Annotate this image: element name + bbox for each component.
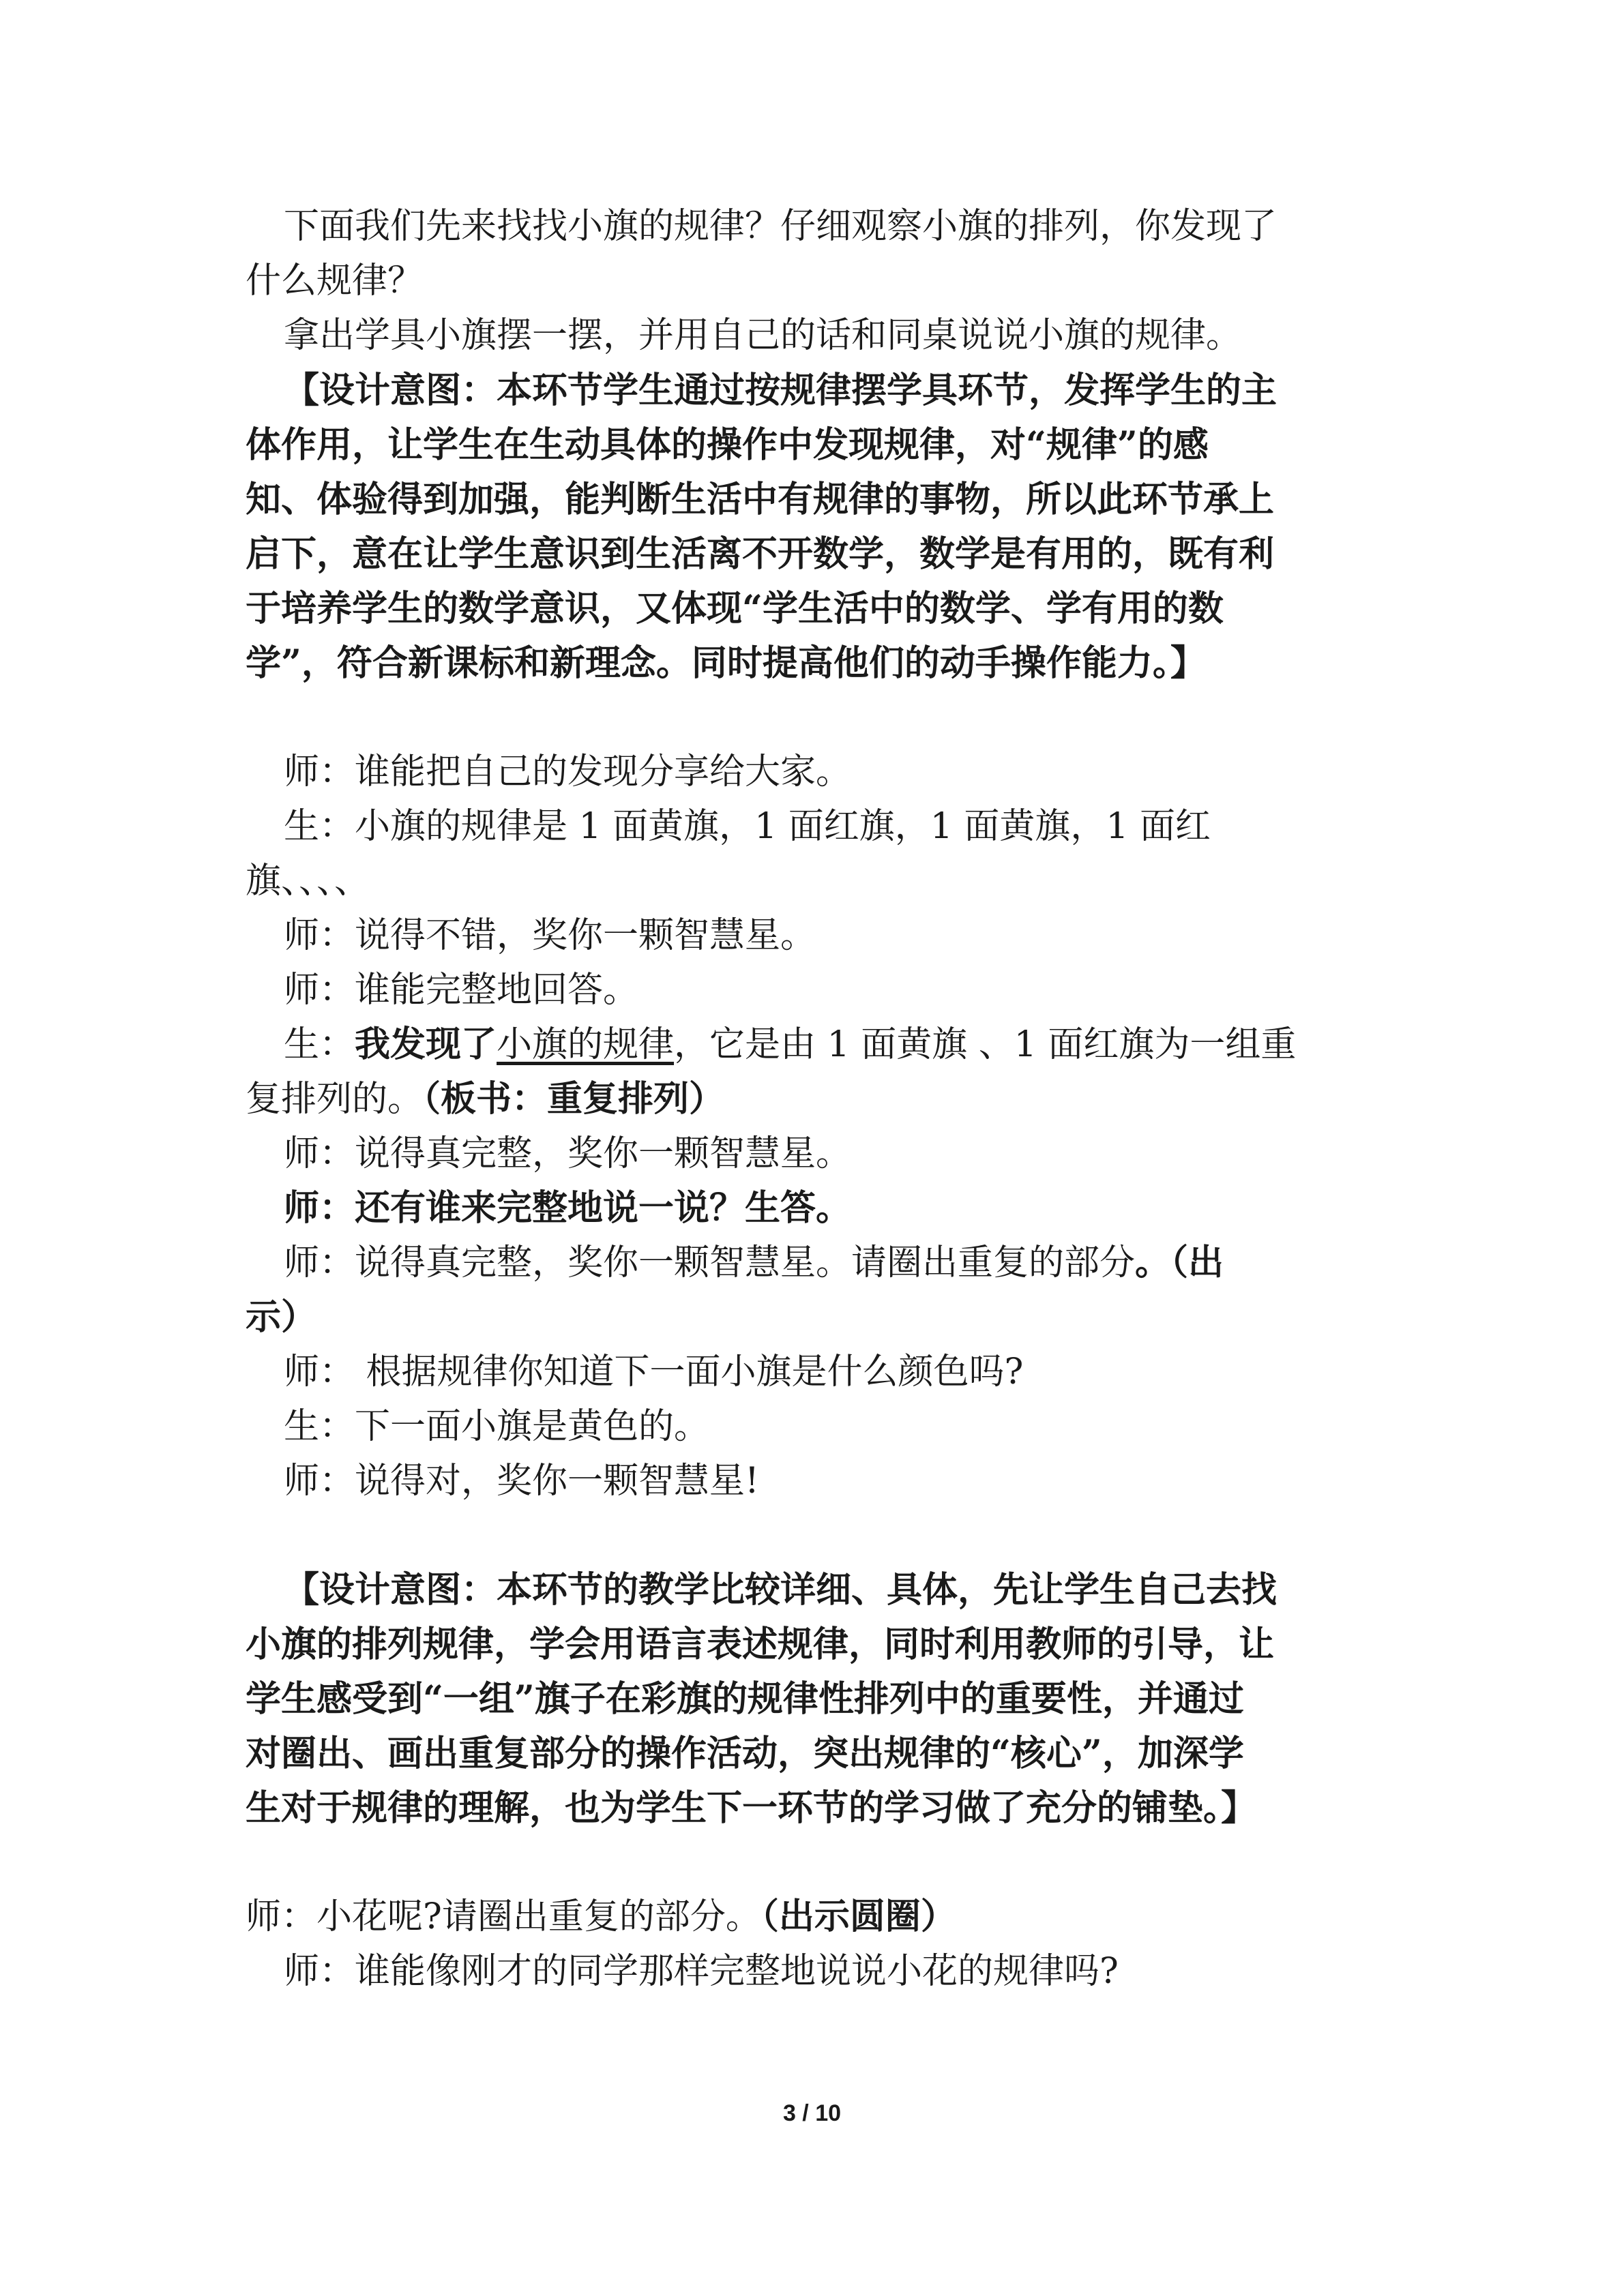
design-intent-1-line1: 【设计意图：本环节学生通过按规律摆学具环节，发挥学生的主: [284, 370, 1278, 411]
dialogue-text: 复排列的。: [246, 1079, 424, 1120]
design-intent-2-line3: 学生感受到“一组”旗子在彩旗的规律性排列中的重要性，并通过: [246, 1678, 1244, 1720]
design-intent-1-line6: 学”，符合新课标和新理念。同时提高他们的动手操作能力。】: [246, 642, 1206, 684]
dialogue-line-2-cont: 旗、、、、: [246, 861, 370, 901]
page-number: 3 / 10: [782, 2100, 842, 2126]
dialogue-line-7: 师：还有谁来完整地说一说？生答。: [284, 1187, 852, 1229]
dialogue-line-10: 生：下一面小旗是黄色的。: [284, 1406, 710, 1447]
dialogue-line-8: [284, 1236, 1416, 1290]
dialogue-line-13: 师：谁能像刚才的同学那样完整地说说小花的规律吗?: [284, 1951, 1119, 1992]
dialogue-line-8-cont: 示）: [246, 1296, 317, 1338]
design-intent-1-line4: 启下，意在让学生意识到生活离不开数学，数学是有用的，既有利: [246, 533, 1275, 575]
dialogue-line-2: 生：小旗的规律是 1 面黄旗，1 面红旗，1 面黄旗，1 面红: [284, 806, 1211, 847]
dialogue-line-6: 师：说得真完整，奖你一颗智慧星。: [284, 1133, 852, 1174]
design-intent-2-line1: 【设计意图：本环节的教学比较详细、具体，先让学生自己去找: [284, 1569, 1278, 1611]
dialogue-line-5: [284, 1017, 1416, 1072]
underlined-phrase: 小旗的规律: [497, 1024, 675, 1065]
dialogue-line-4: 师：谁能完整地回答。: [284, 970, 639, 1011]
dialogue-text: ，它是由 1 面黄旗 、1 面红旗为一组重: [674, 1024, 1297, 1065]
show-circle-note: （出示圆圈）: [761, 1896, 956, 1937]
dialogue-line-1: 师：谁能把自己的发现分享给大家。: [284, 751, 852, 792]
dialogue-line-5-cont: [246, 1072, 1378, 1127]
paragraph-intro-line1: 下面我们先来找找小旗的规律？仔细观察小旗的排列，你发现了: [284, 206, 1278, 247]
dialogue-text: 师：说得真完整，奖你一颗智慧星。请圈出重复的部分: [284, 1242, 1136, 1283]
design-intent-2-line5: 生对于规律的理解，也为学生下一环节的学习做了充分的铺垫。】: [246, 1787, 1257, 1829]
board-note: （板书：重复排列）: [423, 1078, 725, 1120]
speaker-label: 生：: [284, 1024, 355, 1065]
dialogue-line-9: 师： 根据规律你知道下一面小旗是什么颜色吗?: [284, 1352, 1024, 1392]
design-intent-1-line5: 于培养学生的数学意识，又体现“学生活中的数学、学有用的数: [246, 588, 1224, 629]
dialogue-line-3: 师：说得不错，奖你一颗智慧星。: [284, 915, 816, 956]
design-intent-1-line2: 体作用，让学生在生动具体的操作中发现规律，对“规律”的感: [246, 424, 1209, 466]
dialogue-text: 师：小花呢?请圈出重复的部分。: [246, 1896, 761, 1937]
paragraph-intro-line2: 什么规律？: [246, 260, 424, 301]
design-intent-2-line2: 小旗的排列规律，学会用语言表述规律，同时利用教师的引导，让: [246, 1624, 1275, 1665]
design-intent-1-line3: 知、体验得到加强，能判断生活中有规律的事物，所以此环节承上: [246, 479, 1275, 520]
design-intent-2-line4: 对圈出、画出重复部分的操作活动，突出规律的“核心”，加深学: [246, 1733, 1244, 1774]
dialogue-line-12: [246, 1890, 1378, 1944]
bold-phrase: 我发现了: [355, 1024, 497, 1065]
show-note: 。（出: [1135, 1242, 1224, 1283]
dialogue-line-11: 师：说得对，奖你一颗智慧星!: [284, 1461, 759, 1502]
paragraph-activity: 拿出学具小旗摆一摆，并用自己的话和同桌说说小旗的规律。: [284, 315, 1242, 356]
